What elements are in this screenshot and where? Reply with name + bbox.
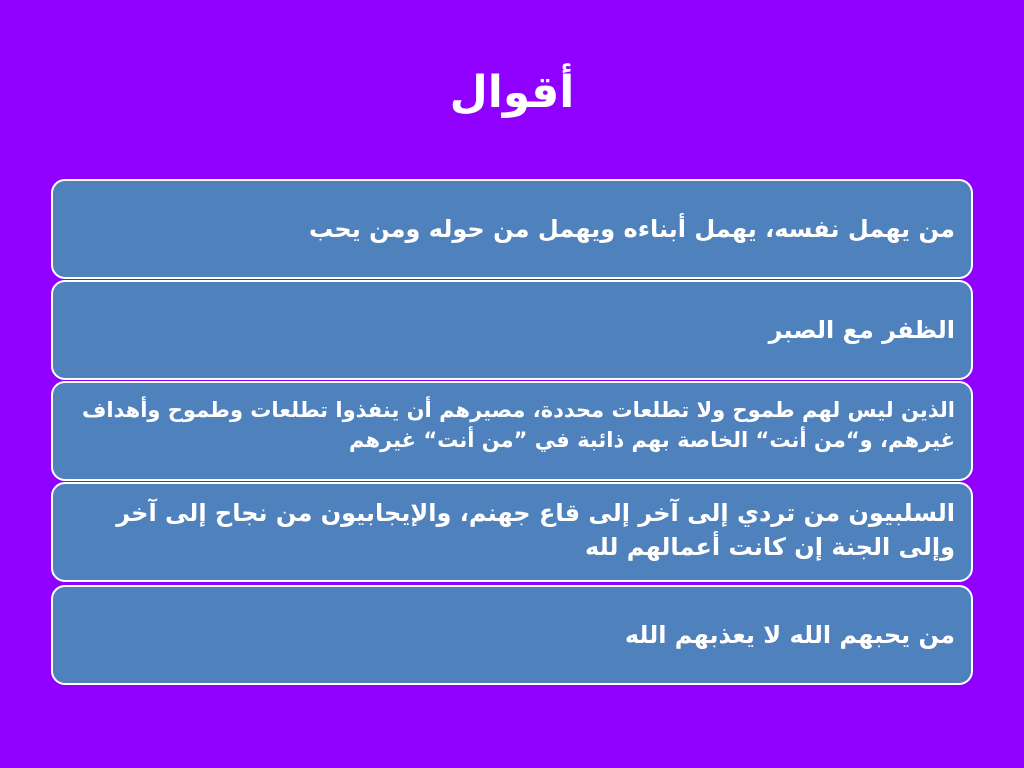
quote-box-2 — [51, 280, 973, 380]
quote-box-5 — [51, 585, 973, 685]
quotes-list — [51, 179, 973, 686]
quote-text-5: من يحبهم الله لا يعذبهم الله — [624, 621, 955, 649]
quote-text-3: الذين ليس لهم طموح ولا تطلعات محددة، مصيرهم أن ينفذوا تطلعات وطموح وأهداف غيرهم، و“من أنت“ الخاصة بهم ذائبة في ”من أنت“ غيرهم — [81, 398, 955, 452]
quote-text-4: السلبيون من تردي إلى آخر إلى قاع جهنم، والإيجابيون من نجاح إلى آخر وإلى الجنة إن كانت أعمالهم لله — [116, 499, 955, 561]
quote-box-3 — [51, 381, 973, 481]
quote-box-4 — [51, 482, 973, 582]
quote-text-1: من يهمل نفسه، يهمل أبناءه ويهمل من حوله ومن يحب — [309, 215, 955, 243]
quote-box-1 — [51, 179, 973, 279]
slide-title: أقوال — [449, 67, 575, 118]
quote-text-2: الظفر مع الصبر — [768, 316, 955, 344]
